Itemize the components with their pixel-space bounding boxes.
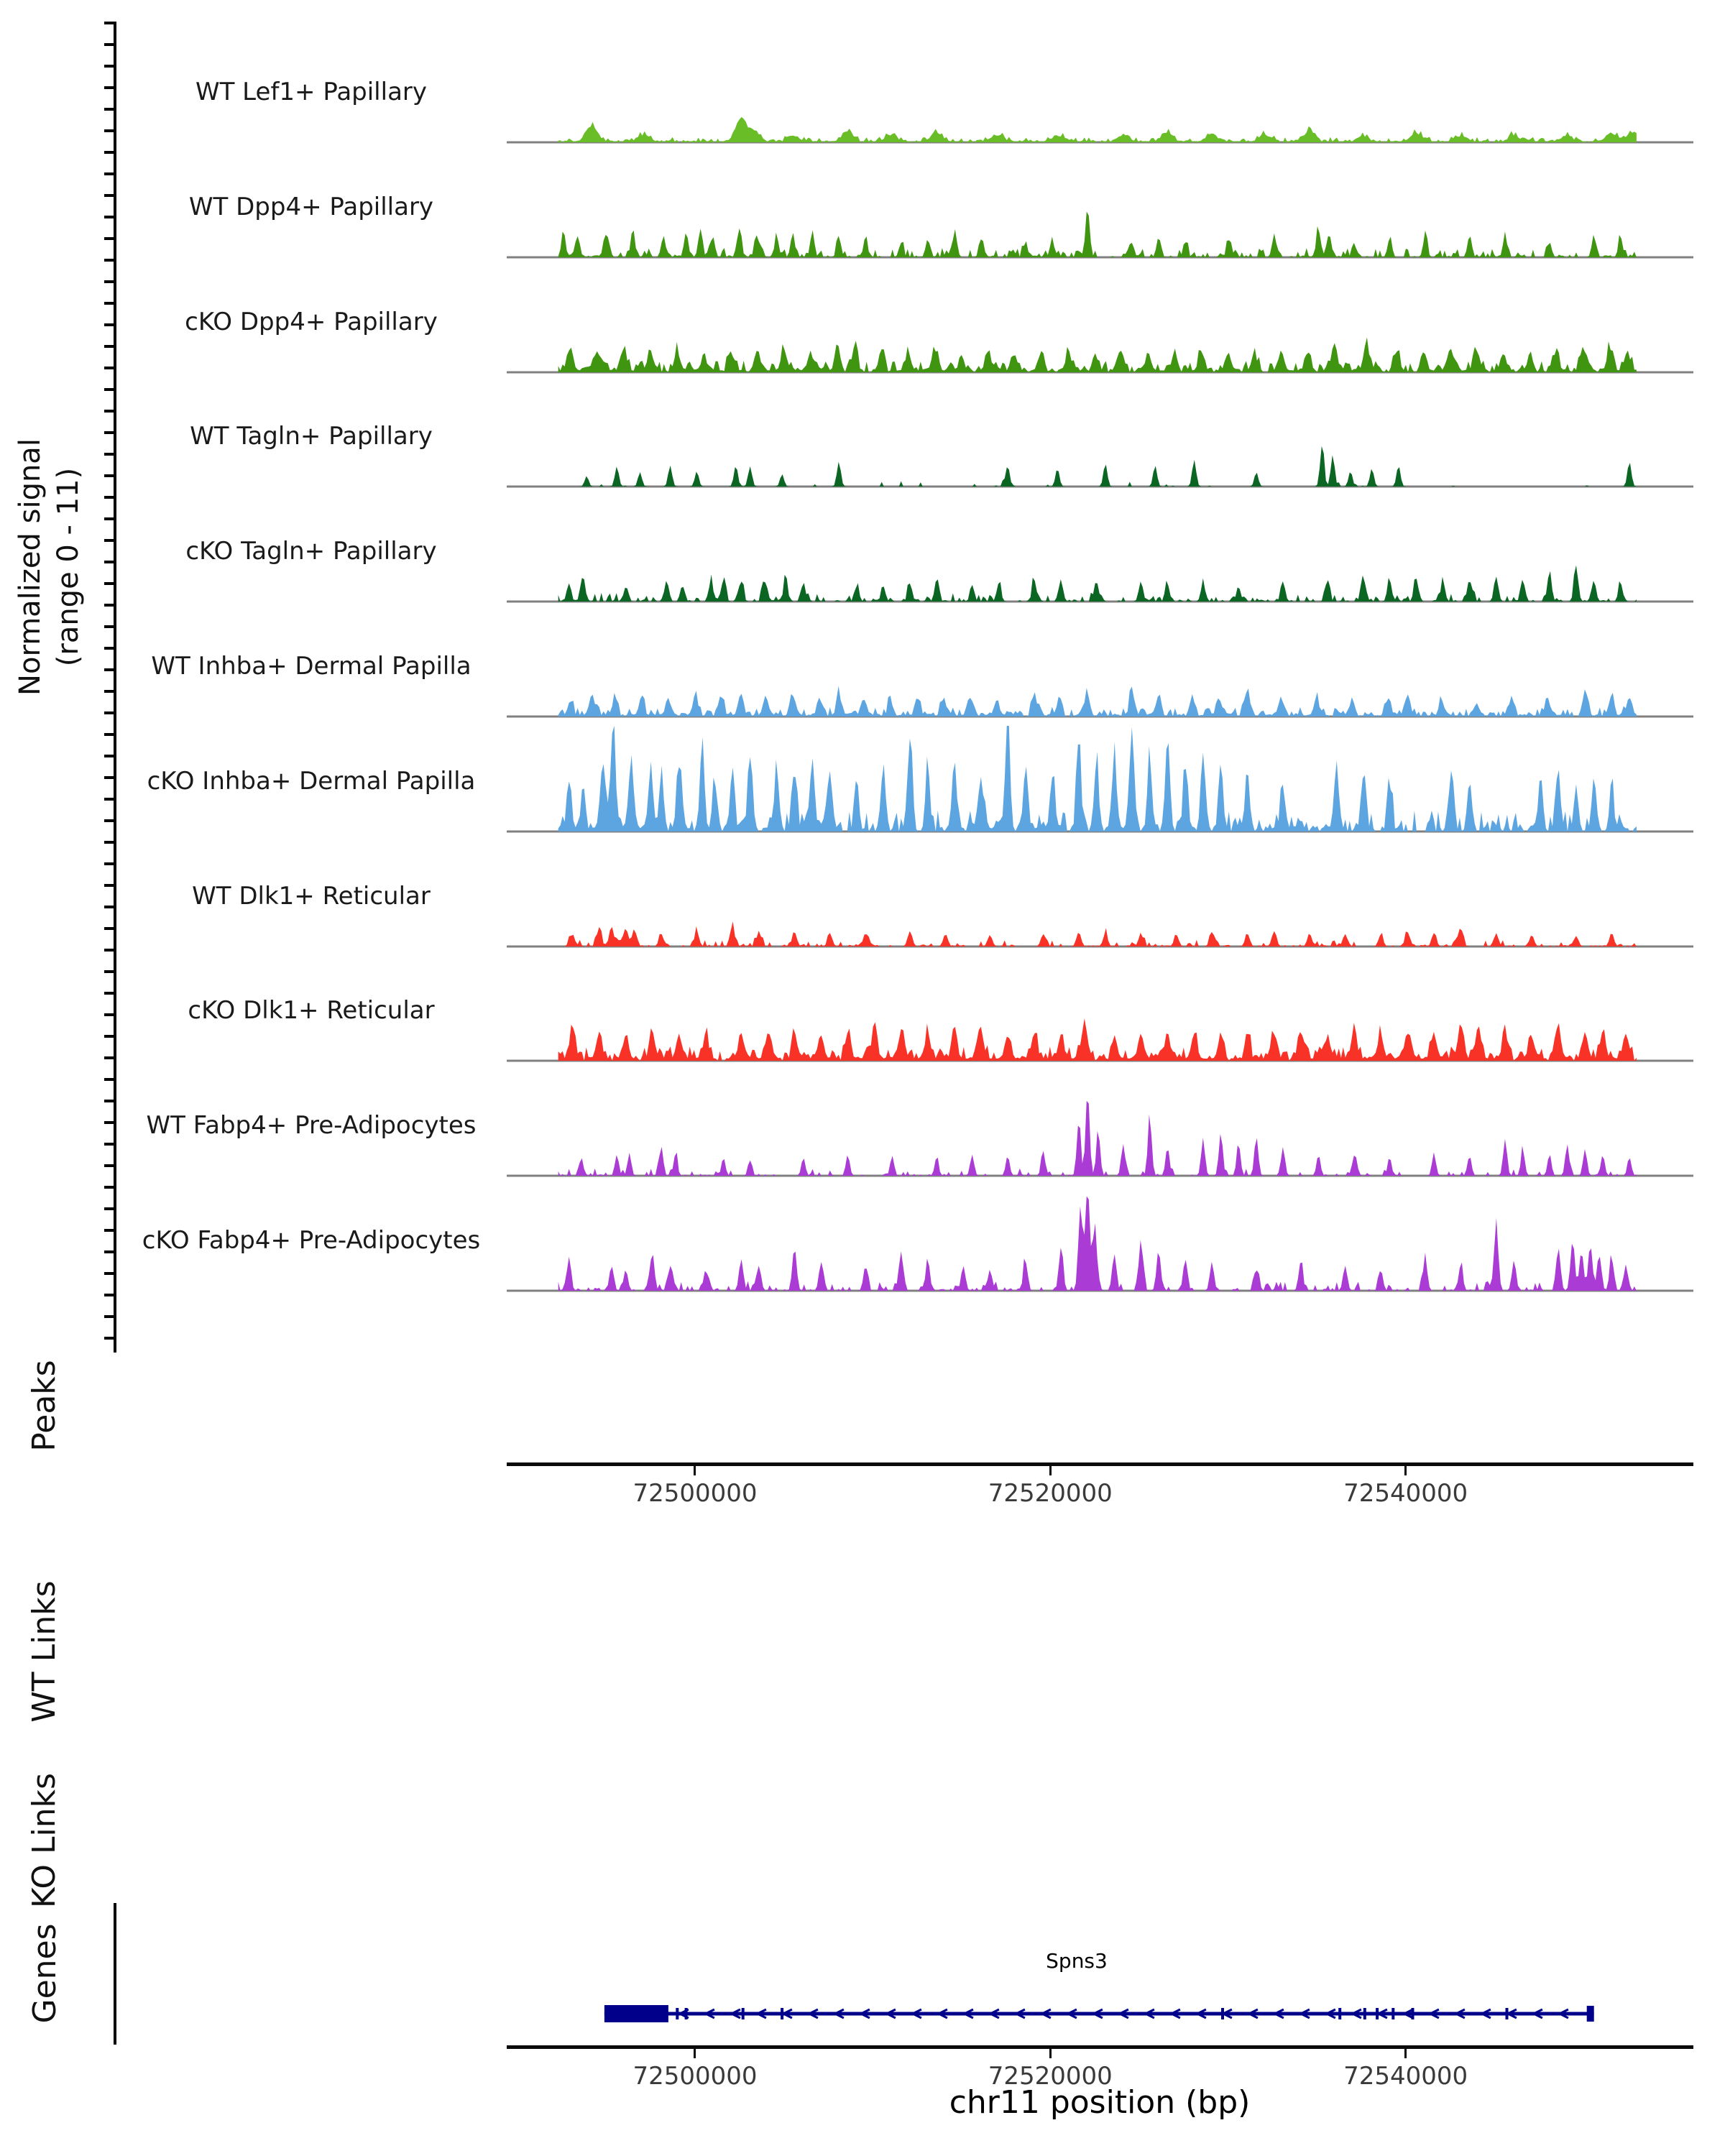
axis-tick-mark bbox=[1404, 1466, 1407, 1475]
axis-tick-mark bbox=[1049, 1466, 1052, 1475]
gene-name-label: Spns3 bbox=[1046, 1949, 1108, 1973]
axis-tick-label: 72520000 bbox=[988, 1479, 1113, 1508]
axis-tick-mark bbox=[694, 2049, 696, 2058]
gene-utr-exon bbox=[604, 2005, 668, 2022]
coverage-signal-area bbox=[558, 726, 1637, 831]
track-label: WT Tagln+ Papillary bbox=[190, 422, 433, 451]
coverage-signal-area bbox=[558, 211, 1637, 257]
coverage-track bbox=[507, 1185, 1693, 1294]
coverage-track bbox=[507, 726, 1693, 835]
coverage-signal-area bbox=[558, 921, 1637, 946]
bottom-genomic-axis bbox=[507, 2045, 1693, 2049]
coverage-track bbox=[507, 381, 1693, 490]
coverage-signal-area bbox=[558, 1101, 1637, 1176]
track-label: WT Dlk1+ Reticular bbox=[192, 881, 431, 911]
gene-exon-tick bbox=[1392, 2008, 1394, 2019]
axis-tick-mark bbox=[1404, 2049, 1407, 2058]
coverage-track bbox=[507, 955, 1693, 1064]
axis-tick-mark bbox=[1049, 2049, 1052, 2058]
coverage-track bbox=[507, 1070, 1693, 1179]
x-axis-title: chr11 position (bp) bbox=[949, 2084, 1251, 2121]
track-label: cKO Dlk1+ Reticular bbox=[188, 996, 435, 1026]
gene-exon-tick bbox=[1363, 2008, 1366, 2019]
gene-end-exon bbox=[1587, 2006, 1594, 2022]
track-label: cKO Tagln+ Papillary bbox=[185, 537, 437, 566]
track-label: WT Inhba+ Dermal Papilla bbox=[151, 652, 472, 681]
genes-axis-line bbox=[114, 1903, 116, 2045]
coverage-track bbox=[507, 152, 1693, 261]
coverage-signal-area bbox=[558, 566, 1637, 602]
track-label: WT Lef1+ Papillary bbox=[195, 78, 428, 106]
coverage-track bbox=[507, 496, 1693, 605]
axis-tick-label: 72520000 bbox=[988, 2062, 1113, 2091]
signal-axis-title-line2: (range 0 - 11) bbox=[52, 467, 85, 667]
signal-axis-title-line1: Normalized signal bbox=[14, 438, 47, 696]
coverage-signal-area bbox=[558, 1018, 1637, 1061]
wt-links-section-label: WT Links bbox=[26, 1580, 63, 1723]
coverage-track bbox=[507, 267, 1693, 376]
signal-axis-ticks bbox=[104, 22, 114, 1353]
gene-model-track bbox=[507, 1933, 1693, 2034]
coverage-signal-area bbox=[558, 117, 1637, 142]
coverage-track bbox=[507, 37, 1693, 146]
coverage-track bbox=[507, 841, 1693, 950]
ko-links-section-label: KO Links bbox=[26, 1772, 63, 1909]
coverage-track bbox=[507, 611, 1693, 720]
gene-exon-tick bbox=[742, 2008, 745, 2019]
track-label: cKO Inhba+ Dermal Papilla bbox=[147, 766, 476, 796]
peaks-section-label: Peaks bbox=[26, 1360, 63, 1452]
axis-tick-mark bbox=[694, 1466, 696, 1475]
axis-tick-label: 72540000 bbox=[1343, 2062, 1468, 2091]
axis-tick-label: 72500000 bbox=[632, 2062, 758, 2091]
axis-tick-label: 72540000 bbox=[1343, 1479, 1468, 1508]
axis-tick-label: 72500000 bbox=[632, 1479, 758, 1508]
track-label: WT Fabp4+ Pre-Adipocytes bbox=[146, 1111, 477, 1141]
coverage-signal-area bbox=[558, 337, 1637, 372]
middle-genomic-axis bbox=[507, 1462, 1693, 1466]
coverage-signal-area bbox=[558, 1197, 1637, 1291]
signal-axis-title bbox=[12, 423, 92, 711]
coverage-signal-area bbox=[558, 686, 1637, 717]
gene-exon-tick bbox=[1338, 2008, 1341, 2019]
coverage-signal-area bbox=[558, 446, 1637, 487]
track-label: WT Dpp4+ Papillary bbox=[188, 192, 434, 221]
track-label: cKO Dpp4+ Papillary bbox=[185, 307, 438, 336]
track-label: cKO Fabp4+ Pre-Adipocytes bbox=[142, 1226, 481, 1255]
genes-section-label: Genes bbox=[27, 1923, 63, 2024]
signal-axis-line bbox=[114, 22, 116, 1353]
